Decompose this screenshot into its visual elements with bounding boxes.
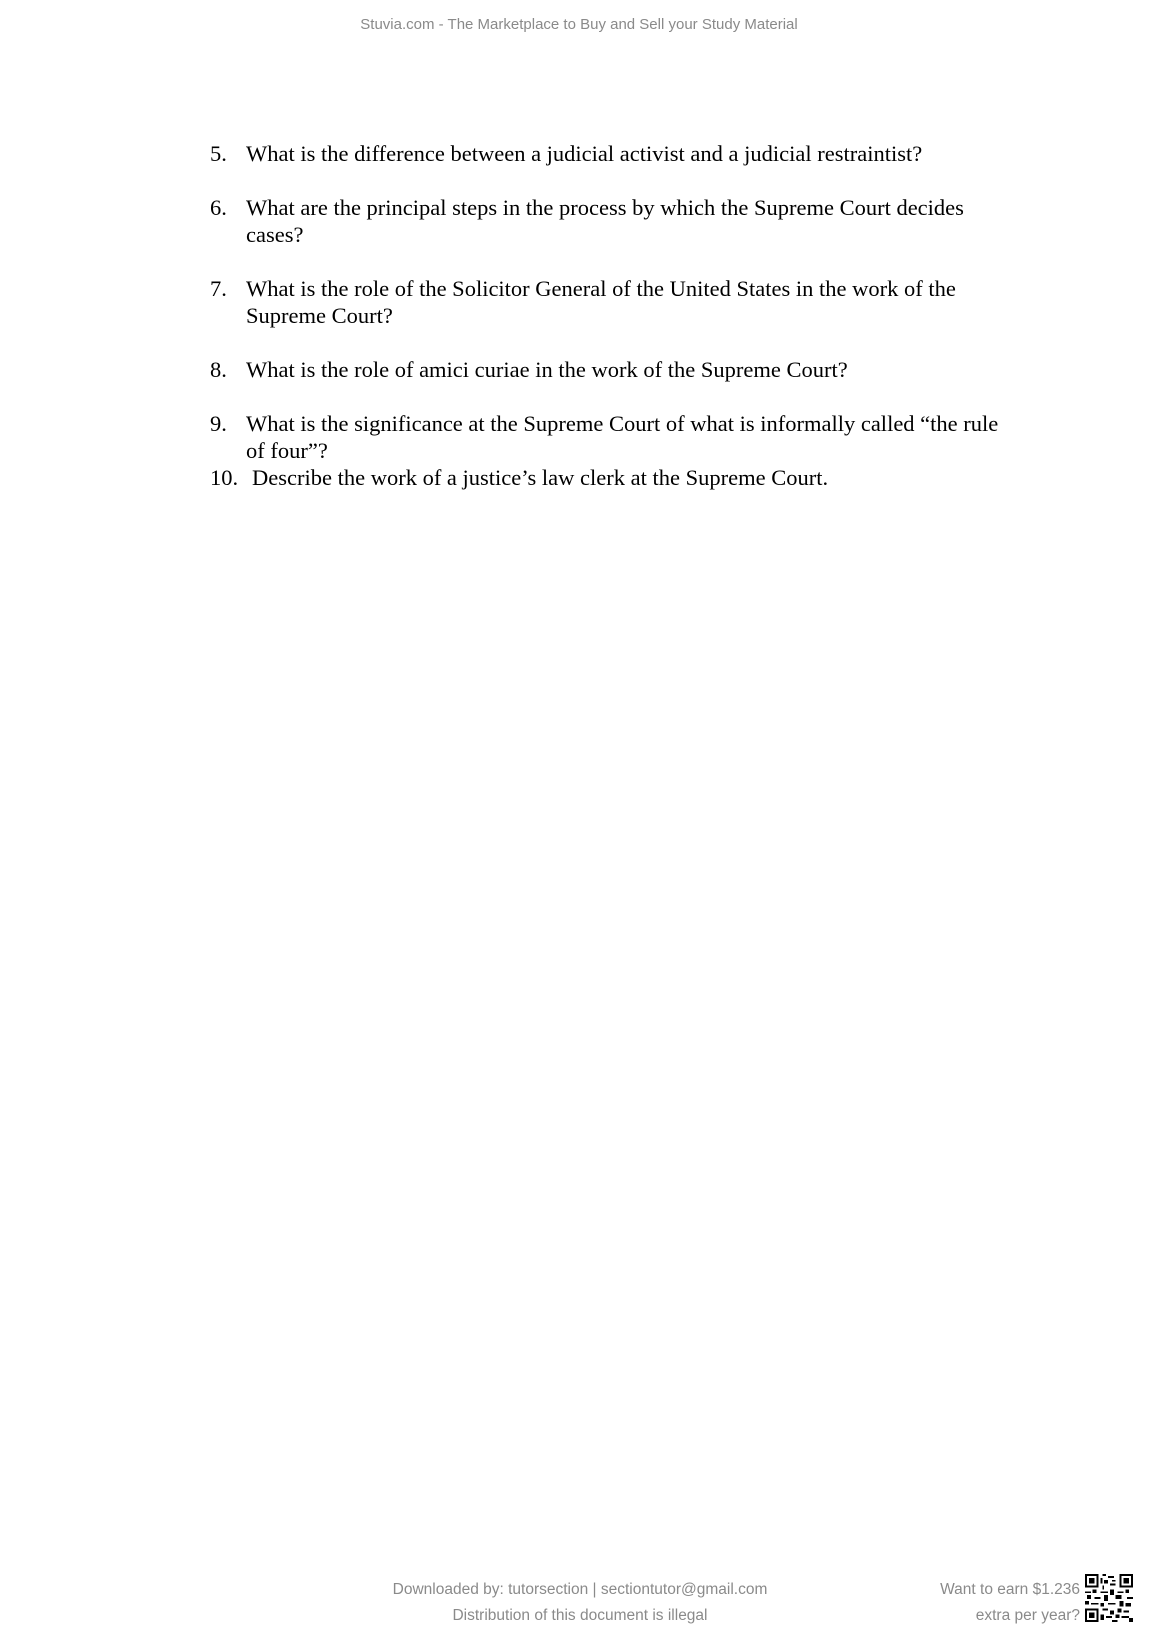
question-list (210, 140, 1010, 518)
question-number: 10. (210, 465, 239, 490)
question-text: What is the role of amici curiae in the work of the Supreme Court? (246, 357, 848, 382)
question-number: 7. (210, 276, 227, 301)
question-item (210, 464, 1010, 491)
page-header: Stuvia.com - The Marketplace to Buy and Sell your Study Material (360, 16, 798, 33)
question-text: What is the difference between a judicial activist and a judicial restraintist? (246, 141, 923, 166)
footer-downloaded-by: Downloaded by: tutorsection | sectiontutor@gmail.com (392, 1581, 768, 1598)
question-item (210, 194, 1010, 248)
question-item (210, 140, 1010, 167)
qr-code-icon[interactable] (1085, 1574, 1133, 1622)
footer-distribution-notice: Distribution of this document is illegal (452, 1607, 708, 1624)
question-text: Describe the work of a justice’s law clerk at the Supreme Court. (252, 465, 829, 490)
question-number: 6. (210, 195, 227, 220)
footer-earn-link-line1[interactable]: Want to earn $1.236 (940, 1581, 1080, 1598)
question-text: What are the principal steps in the process by which the Supreme Court decides cases? (246, 195, 964, 247)
footer-earn-link-line2[interactable]: extra per year? (975, 1607, 1080, 1624)
question-text: What is the significance at the Supreme Court of what is informally called “the rule of four”? (246, 411, 999, 463)
question-text: What is the role of the Solicitor General of the United States in the work of the Supreme Court? (246, 276, 956, 328)
question-item (210, 410, 1010, 464)
question-number: 5. (210, 141, 227, 166)
question-number: 8. (210, 357, 227, 382)
question-item (210, 356, 1010, 383)
question-number: 9. (210, 411, 227, 436)
question-item (210, 275, 1010, 329)
